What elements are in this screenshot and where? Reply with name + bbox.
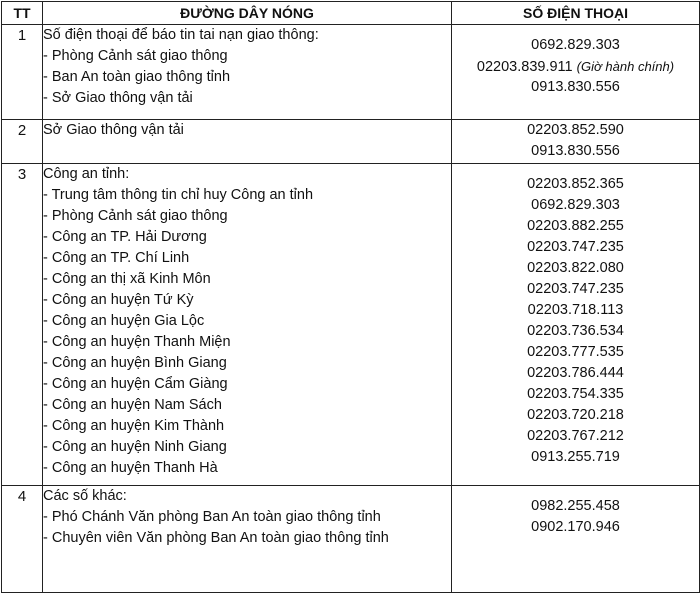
table-row (2, 486, 700, 593)
row-number: 4 (2, 486, 43, 593)
hotline-line: - Sở Giao thông vận tải (43, 90, 193, 106)
hotline-line: - Công an huyện Thanh Hà (43, 460, 218, 476)
phone-value[interactable]: 0692.829.303 (531, 37, 620, 53)
hotline-line: - Ban An toàn giao thông tỉnh (43, 69, 231, 85)
row-number: 3 (2, 164, 43, 486)
hotline-line: Số điện thoại để báo tin tai nạn giao thông: (43, 27, 319, 43)
header-row (2, 2, 700, 25)
phone-value[interactable]: 0913.830.556 (531, 143, 620, 159)
phone-number[interactable] (452, 405, 699, 426)
phone-value[interactable]: 0692.829.303 (531, 197, 620, 213)
phone-value[interactable]: 02203.852.590 (527, 122, 624, 138)
phone-value[interactable]: 0902.170.946 (531, 519, 620, 535)
hotline-line: - Chuyên viên Văn phòng Ban An toàn giao thông tỉnh (43, 530, 389, 546)
hotline-line: - Trung tâm thông tin chỉ huy Công an tỉnh (43, 187, 314, 203)
header-hotline: ĐƯỜNG DÂY NÓNG (43, 2, 452, 25)
hotline-line: - Phó Chánh Văn phòng Ban An toàn giao thông tỉnh (43, 509, 381, 525)
phone-value[interactable]: 02203.839.911 (476, 59, 573, 75)
hotline-line: Công an tỉnh: (43, 166, 130, 182)
phone-cell (452, 25, 700, 120)
phone-value[interactable]: 02203.882.255 (527, 218, 624, 234)
hotline-line: - Công an huyện Bình Giang (43, 355, 227, 371)
phone-note: (Giờ hành chính) (576, 59, 675, 74)
phone-value[interactable]: 02203.786.444 (527, 365, 624, 381)
header-phone: SỐ ĐIỆN THOẠI (452, 2, 700, 25)
hotline-line: - Phòng Cảnh sát giao thông (43, 208, 228, 224)
phone-number[interactable] (452, 279, 699, 300)
phone-number[interactable] (452, 426, 699, 447)
phone-number[interactable] (452, 496, 699, 517)
phone-value[interactable]: 02203.747.235 (527, 281, 624, 297)
hotline-description (43, 25, 452, 120)
phone-number[interactable] (452, 258, 699, 279)
row-number: 1 (2, 25, 43, 120)
phone-value[interactable]: 0913.830.556 (531, 79, 620, 95)
phone-cell (452, 120, 700, 164)
phone-value[interactable]: 0982.255.458 (531, 498, 620, 514)
hotline-line (43, 141, 451, 162)
phone-number[interactable] (452, 447, 699, 468)
table-row (2, 25, 700, 120)
hotline-line: - Công an TP. Chí Linh (43, 250, 190, 266)
hotline-line: - Công an huyện Thanh Miện (43, 334, 231, 350)
phone-number[interactable] (452, 120, 699, 141)
phone-value[interactable]: 02203.822.080 (527, 260, 624, 276)
phone-value[interactable]: 02203.747.235 (527, 239, 624, 255)
hotline-table (1, 1, 700, 593)
table-row (2, 120, 700, 164)
hotline-line: - Công an TP. Hải Dương (43, 229, 207, 245)
phone-value[interactable]: 02203.736.534 (527, 323, 624, 339)
hotline-description (43, 486, 452, 593)
phone-value[interactable]: 02203.767.212 (527, 428, 624, 444)
phone-number[interactable] (452, 174, 699, 195)
phone-number[interactable] (452, 216, 699, 237)
table-row (2, 164, 700, 486)
phone-number[interactable] (452, 384, 699, 405)
hotline-line: - Công an huyện Cẩm Giàng (43, 376, 228, 392)
phone-cell (452, 486, 700, 593)
phone-number[interactable] (452, 363, 699, 384)
hotline-line: - Công an huyện Gia Lộc (43, 313, 205, 329)
phone-number[interactable] (452, 195, 699, 216)
phone-value[interactable]: 02203.852.365 (527, 176, 624, 192)
phone-number[interactable] (452, 517, 699, 538)
row-number: 2 (2, 120, 43, 164)
hotline-line: - Công an huyện Tứ Kỳ (43, 292, 194, 308)
hotline-line: - Công an huyện Kim Thành (43, 418, 225, 434)
phone-value[interactable]: 02203.754.335 (527, 386, 624, 402)
hotline-line: Sở Giao thông vận tải (43, 122, 184, 138)
phone-number[interactable] (452, 77, 699, 98)
phone-value[interactable]: 02203.777.535 (527, 344, 624, 360)
phone-number[interactable] (452, 342, 699, 363)
phone-number[interactable] (452, 141, 699, 162)
table-body (2, 25, 700, 593)
header-tt: TT (2, 2, 43, 25)
hotline-description (43, 164, 452, 486)
phone-number[interactable] (452, 300, 699, 321)
phone-number[interactable] (452, 56, 699, 77)
phone-cell (452, 164, 700, 486)
hotline-description (43, 120, 452, 164)
hotline-line: - Công an thị xã Kinh Môn (43, 271, 211, 287)
phone-number[interactable] (452, 237, 699, 258)
phone-value[interactable]: 0913.255.719 (531, 449, 620, 465)
hotline-line: - Công an huyện Ninh Giang (43, 439, 227, 455)
phone-number[interactable] (452, 321, 699, 342)
phone-number[interactable] (452, 35, 699, 56)
hotline-line: - Công an huyện Nam Sách (43, 397, 222, 413)
hotline-line: Các số khác: (43, 488, 127, 504)
phone-value[interactable]: 02203.720.218 (527, 407, 624, 423)
hotline-line: - Phòng Cảnh sát giao thông (43, 48, 228, 64)
phone-value[interactable]: 02203.718.113 (527, 302, 624, 318)
